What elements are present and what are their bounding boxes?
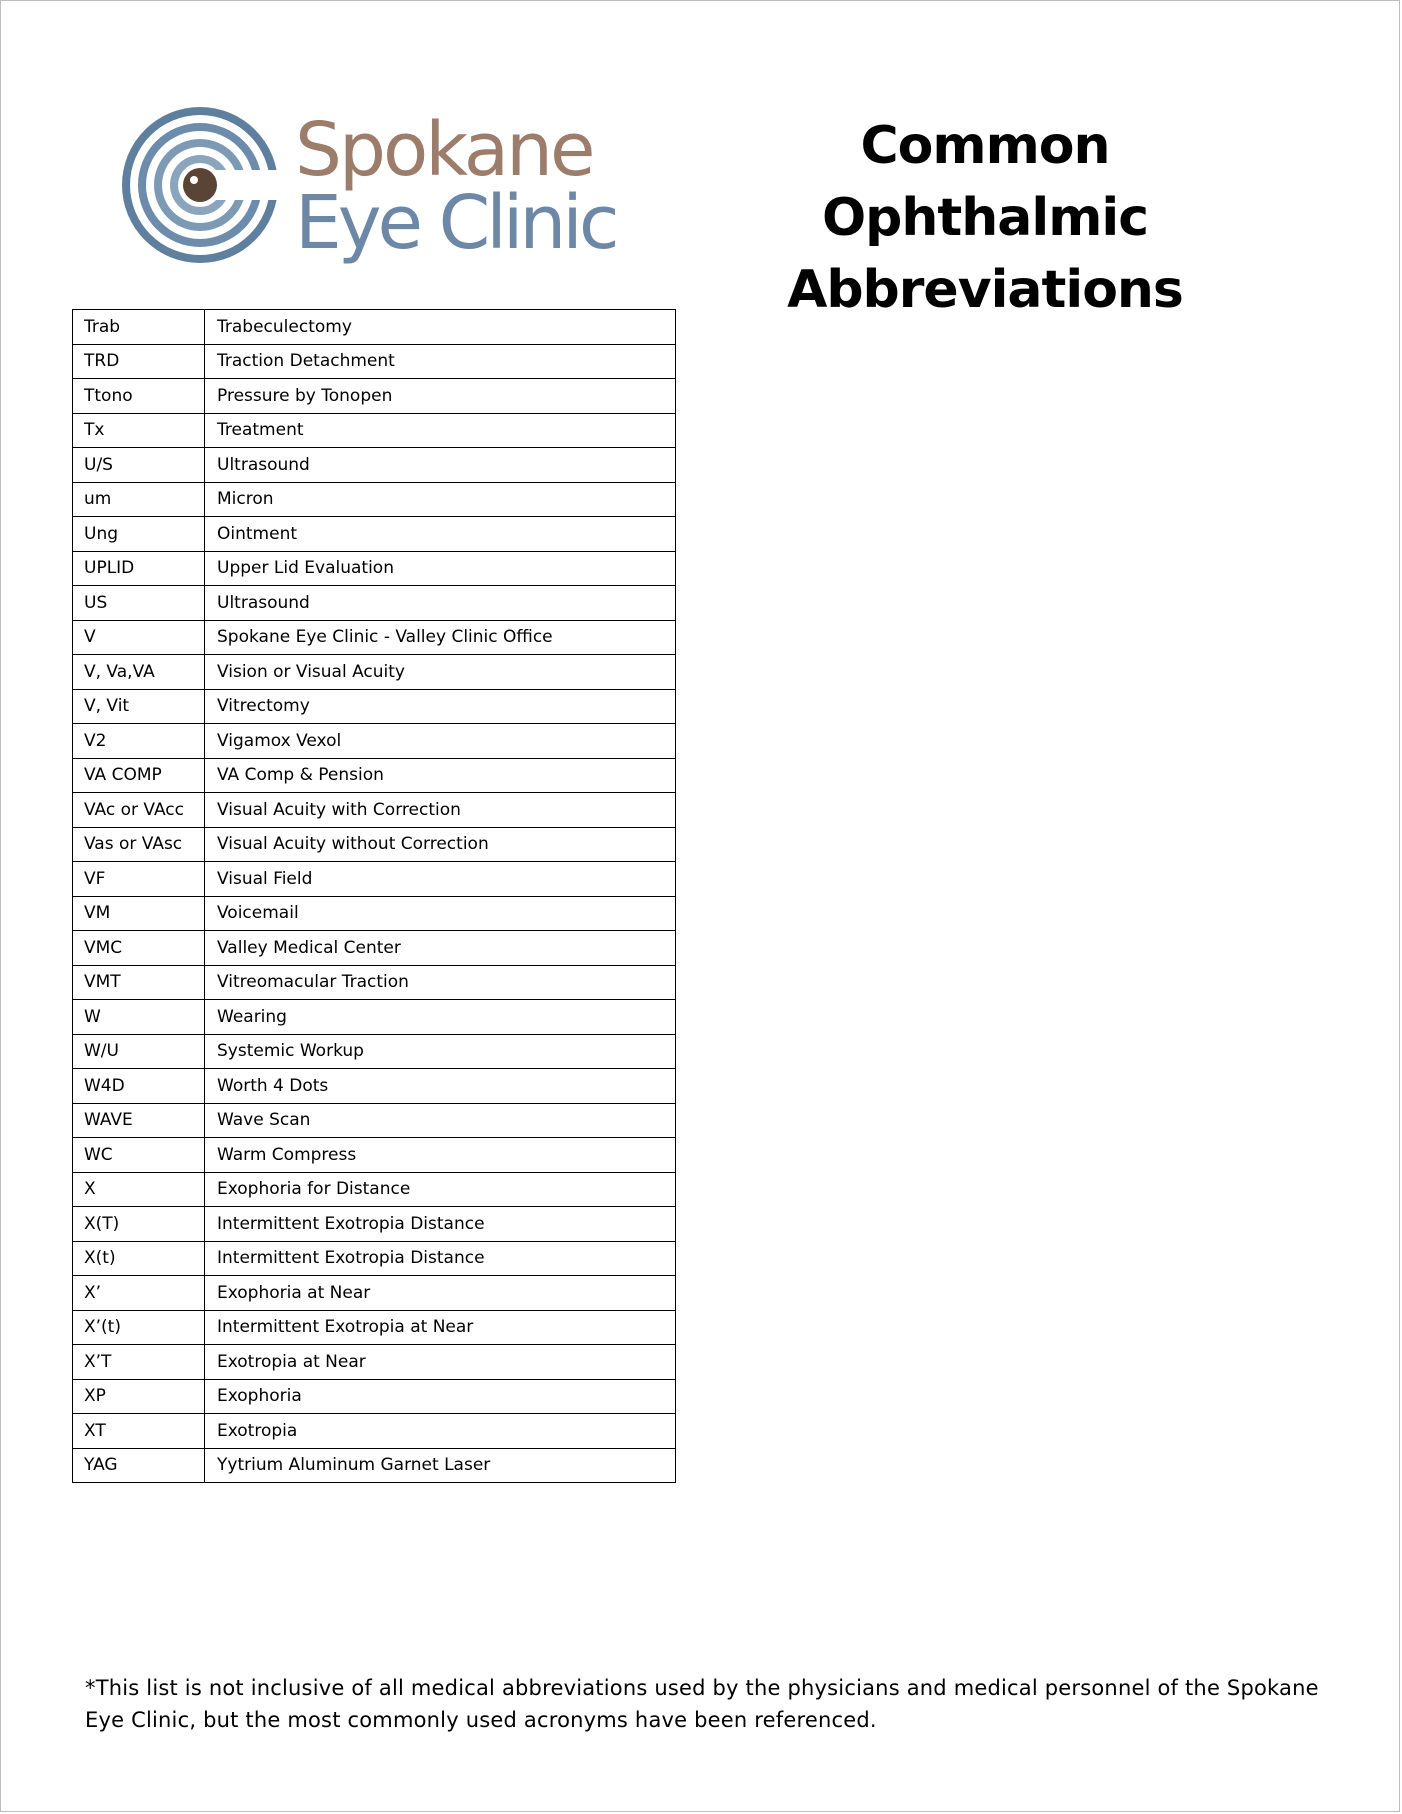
meaning-cell: Wearing xyxy=(205,1000,676,1035)
abbreviation-cell: W xyxy=(73,1000,205,1035)
table-row xyxy=(73,724,676,759)
table-row xyxy=(73,1069,676,1104)
table-row xyxy=(73,896,676,931)
abbreviation-cell: um xyxy=(73,482,205,517)
meaning-cell: Exophoria at Near xyxy=(205,1276,676,1311)
meaning-cell: Vitreomacular Traction xyxy=(205,965,676,1000)
meaning-cell: Systemic Workup xyxy=(205,1034,676,1069)
table-row xyxy=(73,1103,676,1138)
meaning-cell: Ultrasound xyxy=(205,448,676,483)
meaning-cell: Upper Lid Evaluation xyxy=(205,551,676,586)
abbreviation-cell: V2 xyxy=(73,724,205,759)
table-row xyxy=(73,931,676,966)
abbreviation-cell: V, Vit xyxy=(73,689,205,724)
meaning-cell: Exotropia at Near xyxy=(205,1345,676,1380)
table-row xyxy=(73,1138,676,1173)
abbreviation-cell: VAc or VAcc xyxy=(73,793,205,828)
table-row xyxy=(73,1207,676,1242)
abbreviation-cell: X(t) xyxy=(73,1241,205,1276)
abbreviation-cell: X(T) xyxy=(73,1207,205,1242)
page-title-line-1: Common Ophthalmic xyxy=(821,116,1149,248)
table-row xyxy=(73,965,676,1000)
abbreviation-cell: YAG xyxy=(73,1448,205,1483)
footnote: *This list is not inclusive of all medical abbreviations used by the physicians and medical personnel of the Spokane Eye Clinic, but the most commonly used acronyms have been referenced. xyxy=(85,1676,1319,1732)
table-row xyxy=(73,344,676,379)
table-row xyxy=(73,1276,676,1311)
meaning-cell: Yytrium Aluminum Garnet Laser xyxy=(205,1448,676,1483)
meaning-cell: Voicemail xyxy=(205,896,676,931)
logo-word-spokane: Spokane xyxy=(295,107,593,193)
abbreviation-cell: WAVE xyxy=(73,1103,205,1138)
meaning-cell: Worth 4 Dots xyxy=(205,1069,676,1104)
meaning-cell: Visual Acuity without Correction xyxy=(205,827,676,862)
meaning-cell: Traction Detachment xyxy=(205,344,676,379)
meaning-cell: Intermittent Exotropia Distance xyxy=(205,1207,676,1242)
meaning-cell: Wave Scan xyxy=(205,1103,676,1138)
abbreviation-cell: VMT xyxy=(73,965,205,1000)
table-row xyxy=(73,758,676,793)
table-row xyxy=(73,655,676,690)
clinic-logo xyxy=(120,95,616,275)
abbreviation-cell: X’T xyxy=(73,1345,205,1380)
abbreviation-cell: Ttono xyxy=(73,379,205,414)
table-row xyxy=(73,1310,676,1345)
abbreviations-table-body xyxy=(73,310,676,1483)
meaning-cell: Visual Acuity with Correction xyxy=(205,793,676,828)
abbreviation-cell: W/U xyxy=(73,1034,205,1069)
meaning-cell: Pressure by Tonopen xyxy=(205,379,676,414)
meaning-cell: Ultrasound xyxy=(205,586,676,621)
abbreviation-cell: US xyxy=(73,586,205,621)
table-row xyxy=(73,620,676,655)
meaning-cell: Exophoria xyxy=(205,1379,676,1414)
meaning-cell: Vitrectomy xyxy=(205,689,676,724)
abbreviation-cell: X’ xyxy=(73,1276,205,1311)
table-row xyxy=(73,827,676,862)
table-row xyxy=(73,862,676,897)
abbreviation-cell: Ung xyxy=(73,517,205,552)
table-row xyxy=(73,1379,676,1414)
abbreviation-cell: VM xyxy=(73,896,205,931)
meaning-cell: Valley Medical Center xyxy=(205,931,676,966)
table-row xyxy=(73,1172,676,1207)
table-row xyxy=(73,1000,676,1035)
abbreviations-table xyxy=(72,309,676,1483)
meaning-cell: Intermittent Exotropia Distance xyxy=(205,1241,676,1276)
table-row xyxy=(73,793,676,828)
table-row xyxy=(73,586,676,621)
table-row xyxy=(73,1241,676,1276)
logo-word-eye-clinic: Eye Clinic xyxy=(295,180,616,266)
eye-rings-logo-icon xyxy=(120,100,290,270)
page-title xyxy=(690,110,1280,326)
meaning-cell: VA Comp & Pension xyxy=(205,758,676,793)
abbreviation-cell: VMC xyxy=(73,931,205,966)
abbreviation-cell: Vas or VAsc xyxy=(73,827,205,862)
table-row xyxy=(73,310,676,345)
abbreviation-cell: Trab xyxy=(73,310,205,345)
abbreviation-cell: U/S xyxy=(73,448,205,483)
abbreviation-cell: X xyxy=(73,1172,205,1207)
abbreviation-cell: WC xyxy=(73,1138,205,1173)
table-row xyxy=(73,517,676,552)
table-row xyxy=(73,1448,676,1483)
table-row xyxy=(73,1345,676,1380)
table-row xyxy=(73,413,676,448)
meaning-cell: Spokane Eye Clinic - Valley Clinic Office xyxy=(205,620,676,655)
table-row xyxy=(73,482,676,517)
meaning-cell: Micron xyxy=(205,482,676,517)
abbreviation-cell: V xyxy=(73,620,205,655)
abbreviation-cell: XT xyxy=(73,1414,205,1449)
meaning-cell: Visual Field xyxy=(205,862,676,897)
abbreviation-cell: VF xyxy=(73,862,205,897)
meaning-cell: Exophoria for Distance xyxy=(205,1172,676,1207)
table-row xyxy=(73,1414,676,1449)
abbreviation-cell: X’(t) xyxy=(73,1310,205,1345)
meaning-cell: Exotropia xyxy=(205,1414,676,1449)
abbreviation-cell: UPLID xyxy=(73,551,205,586)
meaning-cell: Warm Compress xyxy=(205,1138,676,1173)
table-row xyxy=(73,1034,676,1069)
table-row xyxy=(73,379,676,414)
abbreviation-cell: TRD xyxy=(73,344,205,379)
meaning-cell: Trabeculectomy xyxy=(205,310,676,345)
table-row xyxy=(73,551,676,586)
table-row xyxy=(73,689,676,724)
abbreviation-cell: Tx xyxy=(73,413,205,448)
abbreviation-cell: W4D xyxy=(73,1069,205,1104)
meaning-cell: Vigamox Vexol xyxy=(205,724,676,759)
meaning-cell: Vision or Visual Acuity xyxy=(205,655,676,690)
meaning-cell: Ointment xyxy=(205,517,676,552)
meaning-cell: Intermittent Exotropia at Near xyxy=(205,1310,676,1345)
abbreviation-cell: V, Va,VA xyxy=(73,655,205,690)
meaning-cell: Treatment xyxy=(205,413,676,448)
table-row xyxy=(73,448,676,483)
page-title-line-2: Abbreviations xyxy=(787,260,1183,320)
abbreviation-cell: XP xyxy=(73,1379,205,1414)
abbreviation-cell: VA COMP xyxy=(73,758,205,793)
